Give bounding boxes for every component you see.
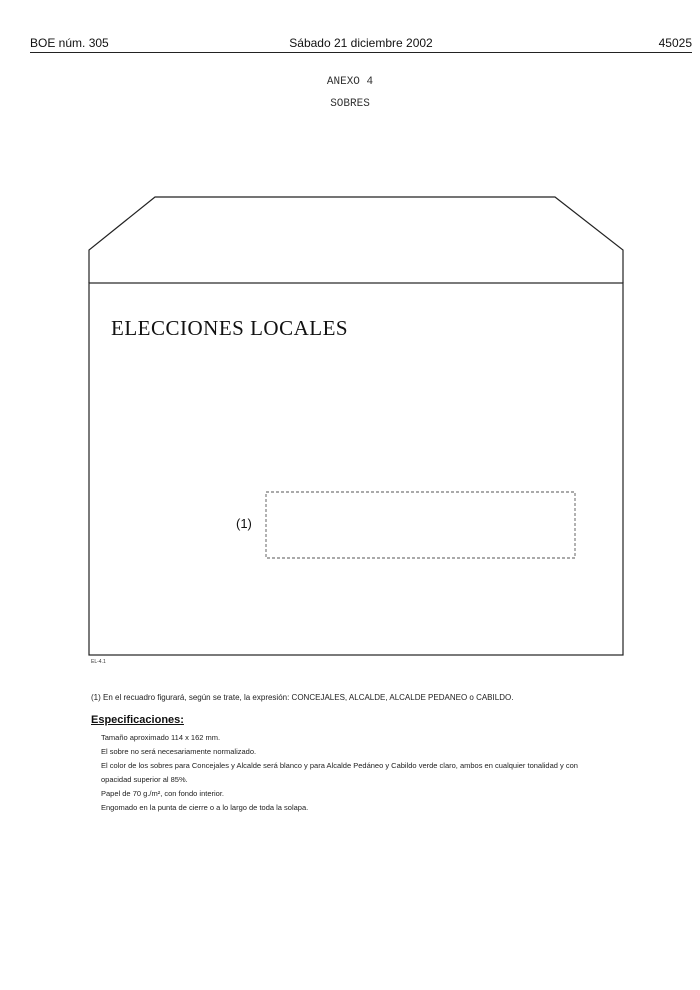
spec-item: El sobre no será necesariamente normalizado.	[101, 747, 257, 756]
specifications-list	[101, 731, 641, 815]
annex-subtitle: SOBRES	[330, 98, 370, 110]
model-code: EL-4.1	[91, 659, 106, 665]
spec-item: Tamaño aproximado 114 x 162 mm.	[101, 733, 221, 742]
label-box	[266, 492, 575, 558]
footnote: (1) En el recuadro figurará, según se trate, la expresión: CONCEJALES, ALCALDE, ALCALDE PEDANEO o CABILDO.	[91, 693, 514, 702]
page-number: 45025	[658, 36, 692, 50]
spec-item: opacidad superior al 85%.	[101, 775, 188, 784]
spec-item: Engomado en la punta de cierre o a lo largo de toda la solapa.	[101, 803, 309, 812]
specifications-heading: Especificaciones:	[91, 714, 184, 726]
spec-item: Papel de 70 g./m², con fondo interior.	[101, 789, 224, 798]
label-box-marker: (1)	[236, 516, 252, 531]
journal-issue: BOE núm. 305	[30, 36, 109, 50]
spec-item: El color de los sobres para Concejales y Alcalde será blanco y para Alcalde Pedáneo y Cabildo verde claro, ambos en cualquier tonalidad y con	[101, 761, 578, 770]
envelope-flap	[89, 197, 623, 283]
envelope-title: ELECCIONES LOCALES	[111, 316, 349, 340]
publication-date: Sábado 21 diciembre 2002	[289, 36, 433, 50]
annex-title: ANEXO 4	[326, 76, 374, 88]
